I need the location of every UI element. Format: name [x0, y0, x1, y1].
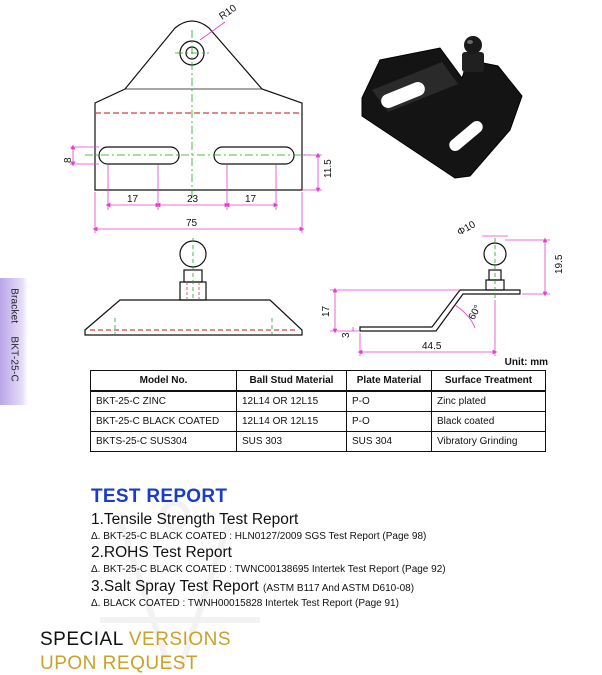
cell-ball-stud: 12L14 OR 12L15: [237, 391, 347, 412]
col-plate: Plate Material: [347, 371, 432, 392]
report-detail-salt-spray: Δ. BLACK COATED : TWNH00015828 Intertek Test Report (Page 91): [91, 598, 399, 609]
dim-hole-height: 8: [63, 157, 74, 163]
col-surface: Surface Treatment: [432, 371, 546, 392]
dim-overall-width: 75: [186, 218, 198, 229]
cell-model: BKTS-25-C SUS304: [91, 432, 237, 452]
cell-ball-stud: SUS 303: [237, 432, 347, 452]
dim-spacing-mid: 23: [187, 194, 199, 205]
product-photo: [362, 36, 522, 178]
cell-model: BKT-25-C ZINC: [91, 391, 237, 412]
dim-spacing-right: 17: [245, 194, 257, 205]
cell-model: BKT-25-C BLACK COATED: [91, 412, 237, 432]
cell-ball-stud: 12L14 OR 12L15: [237, 412, 347, 432]
versions-word: VERSIONS: [128, 629, 232, 650]
report-heading-rohs: [91, 544, 232, 562]
report-heading-text: 1.Tensile Strength Test Report: [91, 511, 299, 528]
special-word: SPECIAL: [40, 629, 124, 650]
report-detail-rohs: Δ. BKT-25-C BLACK COATED : TWNC00138695 Intertek Test Report (Page 92): [91, 564, 446, 575]
dim-spacing-left: 17: [127, 194, 139, 205]
table-row: [91, 412, 546, 432]
spec-table: [90, 370, 546, 452]
cell-plate: P-O: [347, 391, 432, 412]
upon-request-line: [40, 653, 198, 675]
profile-view: [360, 243, 520, 331]
cell-surface: Black coated: [432, 412, 546, 432]
report-heading-text: 3.Salt Spray Test Report: [91, 578, 259, 595]
dim-radius: R10: [217, 2, 239, 23]
report-heading-salt-spray: [91, 578, 414, 596]
cell-surface: Vibratory Grinding: [432, 432, 546, 452]
side-tab-category: Bracket: [8, 288, 20, 324]
cell-surface: Zinc plated: [432, 391, 546, 412]
report-heading-text: 2.ROHS Test Report: [91, 544, 232, 561]
dim-angle: 60°: [466, 303, 484, 322]
profile-dimensions: [330, 236, 550, 356]
dim-stud-height: 19.5: [554, 254, 565, 274]
col-model: Model No.: [91, 371, 237, 392]
dim-total-height: 17: [321, 305, 332, 317]
dim-side-length: 44.5: [422, 341, 442, 352]
cell-plate: P-O: [347, 412, 432, 432]
cell-plate: SUS 304: [347, 432, 432, 452]
side-view: [85, 241, 302, 335]
upon-request: UPON REQUEST: [40, 653, 199, 674]
table-header-row: [91, 371, 546, 392]
report-heading-note: (ASTM B117 And ASTM D610-08): [263, 583, 415, 594]
col-ball-stud: Ball Stud Material: [237, 371, 347, 392]
report-heading-tensile: [91, 511, 298, 529]
special-versions-line: [40, 629, 231, 651]
unit-label: Unit: mm: [504, 357, 548, 368]
table-row: [91, 432, 546, 452]
side-tab-model: BKT-25-C: [8, 336, 20, 382]
table-row: [91, 391, 546, 412]
front-view: [95, 21, 302, 190]
dim-plate-thickness: 3: [341, 332, 352, 338]
test-report-title: TEST REPORT: [91, 486, 228, 507]
dim-plate-height: 11.5: [323, 159, 334, 178]
side-view-centerlines: [115, 238, 272, 335]
dim-ball-diameter: Φ10: [455, 219, 478, 239]
report-detail-tensile: Δ. BKT-25-C BLACK COATED : HLN0127/2009 SGS Test Report (Page 98): [91, 531, 427, 542]
